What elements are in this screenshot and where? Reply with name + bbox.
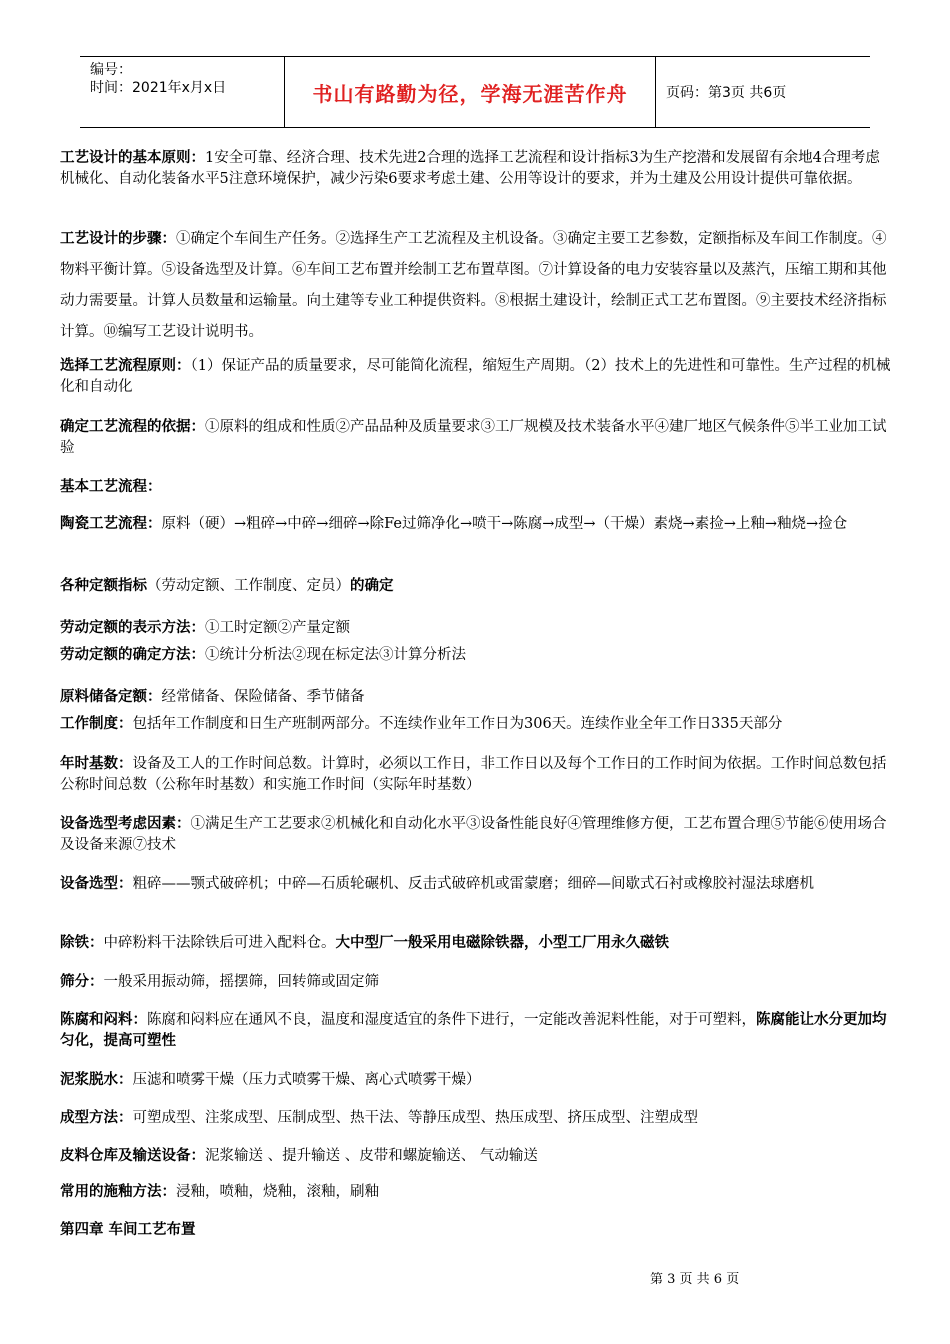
term: 确定工艺流程的依据： xyxy=(60,419,205,435)
term: 选择工艺流程原则： xyxy=(60,358,191,374)
page-label: 页码：第3页 共6页 xyxy=(666,85,787,101)
paragraph xyxy=(60,514,892,535)
page-footer: 第 3 页 共 6 页 xyxy=(650,1272,740,1287)
paragraph xyxy=(60,714,892,735)
term: 陈腐和闷料： xyxy=(60,1012,147,1028)
term: 基本工艺流程： xyxy=(60,479,162,495)
paragraph xyxy=(60,754,892,796)
header-right-cell xyxy=(656,57,870,127)
term: 工艺设计的步骤： xyxy=(60,231,176,247)
definition: 经常储备、保险储备、季节储备 xyxy=(161,689,365,705)
term: 筛分： xyxy=(60,974,104,990)
definition: 包括年工作制度和日生产班制两部分。不连续作业年工作日为306天。连续作业全年工作日335天部分 xyxy=(132,716,783,732)
header-left-cell xyxy=(80,57,284,127)
term: 除铁： xyxy=(60,935,104,951)
definition: （劳动定额、工作制度、定员） xyxy=(147,578,350,594)
term: 成型方法： xyxy=(60,1110,133,1126)
paragraph xyxy=(60,148,892,190)
paragraph xyxy=(60,645,892,666)
term: 劳动定额的确定方法： xyxy=(60,647,205,663)
term: 泥浆脱水： xyxy=(60,1072,133,1088)
definition: 中碎粉料干法除铁后可进入配料仓。 xyxy=(103,935,336,951)
paragraph xyxy=(60,972,892,993)
definition: ①原料的组成和性质②产品品种及质量要求③工厂规模及技术装备水平④建厂地区气候条件⑤半工业加工试验 xyxy=(60,419,887,456)
term: 皮料仓库及输送设备： xyxy=(60,1148,205,1164)
paragraph xyxy=(60,814,892,856)
paragraph xyxy=(60,933,892,954)
term: 设备选型： xyxy=(60,876,133,892)
term-suffix: 陈腐能让水分更加均匀化，提高可塑性 xyxy=(60,1012,887,1049)
paragraph xyxy=(60,224,892,348)
paragraph xyxy=(60,874,892,895)
definition: ①确定个车间生产任务。②选择生产工艺流程及主机设备。③确定主要工艺参数，定额指标及车间工作制度。④物料平衡计算。⑤设备选型及计算。⑥车间工艺布置并绘制工艺布置草图。⑦计算设备的电力安装容量以及蒸汽，压缩工期和其他动力需要量。计算人员数量和运输量。向土建等专业工种提供资料。⑧根据土建设计，绘制正式工艺布置图。⑨主要技术经济指标计算。⑩编写工艺设计说明书。 xyxy=(60,231,887,340)
definition: 粗碎——颚式破碎机；中碎—石质轮碾机、反击式破碎机或雷蒙磨；细碎—间歇式石衬或橡胶衬湿法球磨机 xyxy=(132,876,814,892)
term: 设备选型考虑因素： xyxy=(60,816,191,832)
definition: 一般采用振动筛，摇摆筛，回转筛或固定筛 xyxy=(103,974,379,990)
paragraph xyxy=(60,618,892,639)
term: 各种定额指标 xyxy=(60,578,147,594)
paragraph xyxy=(60,1182,892,1203)
header-middle-cell xyxy=(284,57,656,127)
definition: 泥浆输送 、提升输送 、皮带和螺旋输送、 气动输送 xyxy=(205,1148,538,1164)
term: 陶瓷工艺流程： xyxy=(60,516,162,532)
chapter-heading xyxy=(60,1220,892,1241)
paragraph xyxy=(60,576,892,597)
term: 常用的施釉方法： xyxy=(60,1184,176,1200)
paragraph xyxy=(60,687,892,708)
term-suffix: 的确定 xyxy=(350,578,394,594)
term: 年时基数： xyxy=(60,756,133,772)
definition: 压滤和喷雾干燥（压力式喷雾干燥、离心式喷雾干燥） xyxy=(132,1072,481,1088)
definition: 原料（硬）→粗碎→中碎→细碎→除Fe过筛净化→喷干→陈腐→成型→（干燥）素烧→素捡→上釉→釉烧→捡仓 xyxy=(161,516,848,532)
term: 第四章 车间工艺布置 xyxy=(60,1222,196,1238)
definition: 设备及工人的工作时间总数。计算时，必须以工作日，非工作日以及每个工作日的工作时间为依据。工作时间总数包括公称时间总数（公称年时基数）和实施工作时间（实际年时基数） xyxy=(60,756,887,793)
definition: 可塑成型、注浆成型、压制成型、热干法、等静压成型、热压成型、挤压成型、注塑成型 xyxy=(132,1110,698,1126)
definition: ①工时定额②产量定额 xyxy=(205,620,350,636)
definition: ①满足生产工艺要求②机械化和自动化水平③设备性能良好④管理维修方便，工艺布置合理⑤节能⑥使用场合及设备来源⑦技术 xyxy=(60,816,887,853)
number-label: 编号： xyxy=(90,62,132,78)
paragraph xyxy=(60,477,892,498)
paragraph xyxy=(60,356,892,398)
header-table xyxy=(80,56,870,128)
term: 劳动定额的表示方法： xyxy=(60,620,205,636)
definition: 浸釉，喷釉，烧釉，滚釉，刷釉 xyxy=(176,1184,379,1200)
definition: 陈腐和闷料应在通风不良，温度和湿度适宜的条件下进行，一定能改善泥料性能，对于可塑料， xyxy=(147,1012,756,1028)
term: 工艺设计的基本原则： xyxy=(60,150,205,166)
term-suffix: 大中型厂一般采用电磁除铁器，小型工厂用永久磁铁 xyxy=(335,935,669,951)
paragraph xyxy=(60,417,892,459)
time-label: 时间：2021年x月x日 xyxy=(90,80,227,96)
definition: （1）保证产品的质量要求，尽可能简化流程，缩短生产周期。（2）技术上的先进性和可靠性。生产过程的机械化和自动化 xyxy=(60,358,891,395)
definition: 1安全可靠、经济合理、技术先进2合理的选择工艺流程和设计指标3为生产挖潜和发展留有余地4合理考虑机械化、自动化装备水平5注意环境保护，减少污染6要求考虑土建、公用等设计的要求，并为土建及公用设计提供可靠依据。 xyxy=(60,150,880,187)
paragraph xyxy=(60,1146,892,1167)
definition: ①统计分析法②现在标定法③计算分析法 xyxy=(205,647,466,663)
paragraph xyxy=(60,1010,892,1052)
paragraph xyxy=(60,1070,892,1091)
term: 原料储备定额： xyxy=(60,689,162,705)
paragraph xyxy=(60,1108,892,1129)
term: 工作制度： xyxy=(60,716,133,732)
motto: 书山有路勤为径，学海无涯苦作舟 xyxy=(312,81,628,106)
